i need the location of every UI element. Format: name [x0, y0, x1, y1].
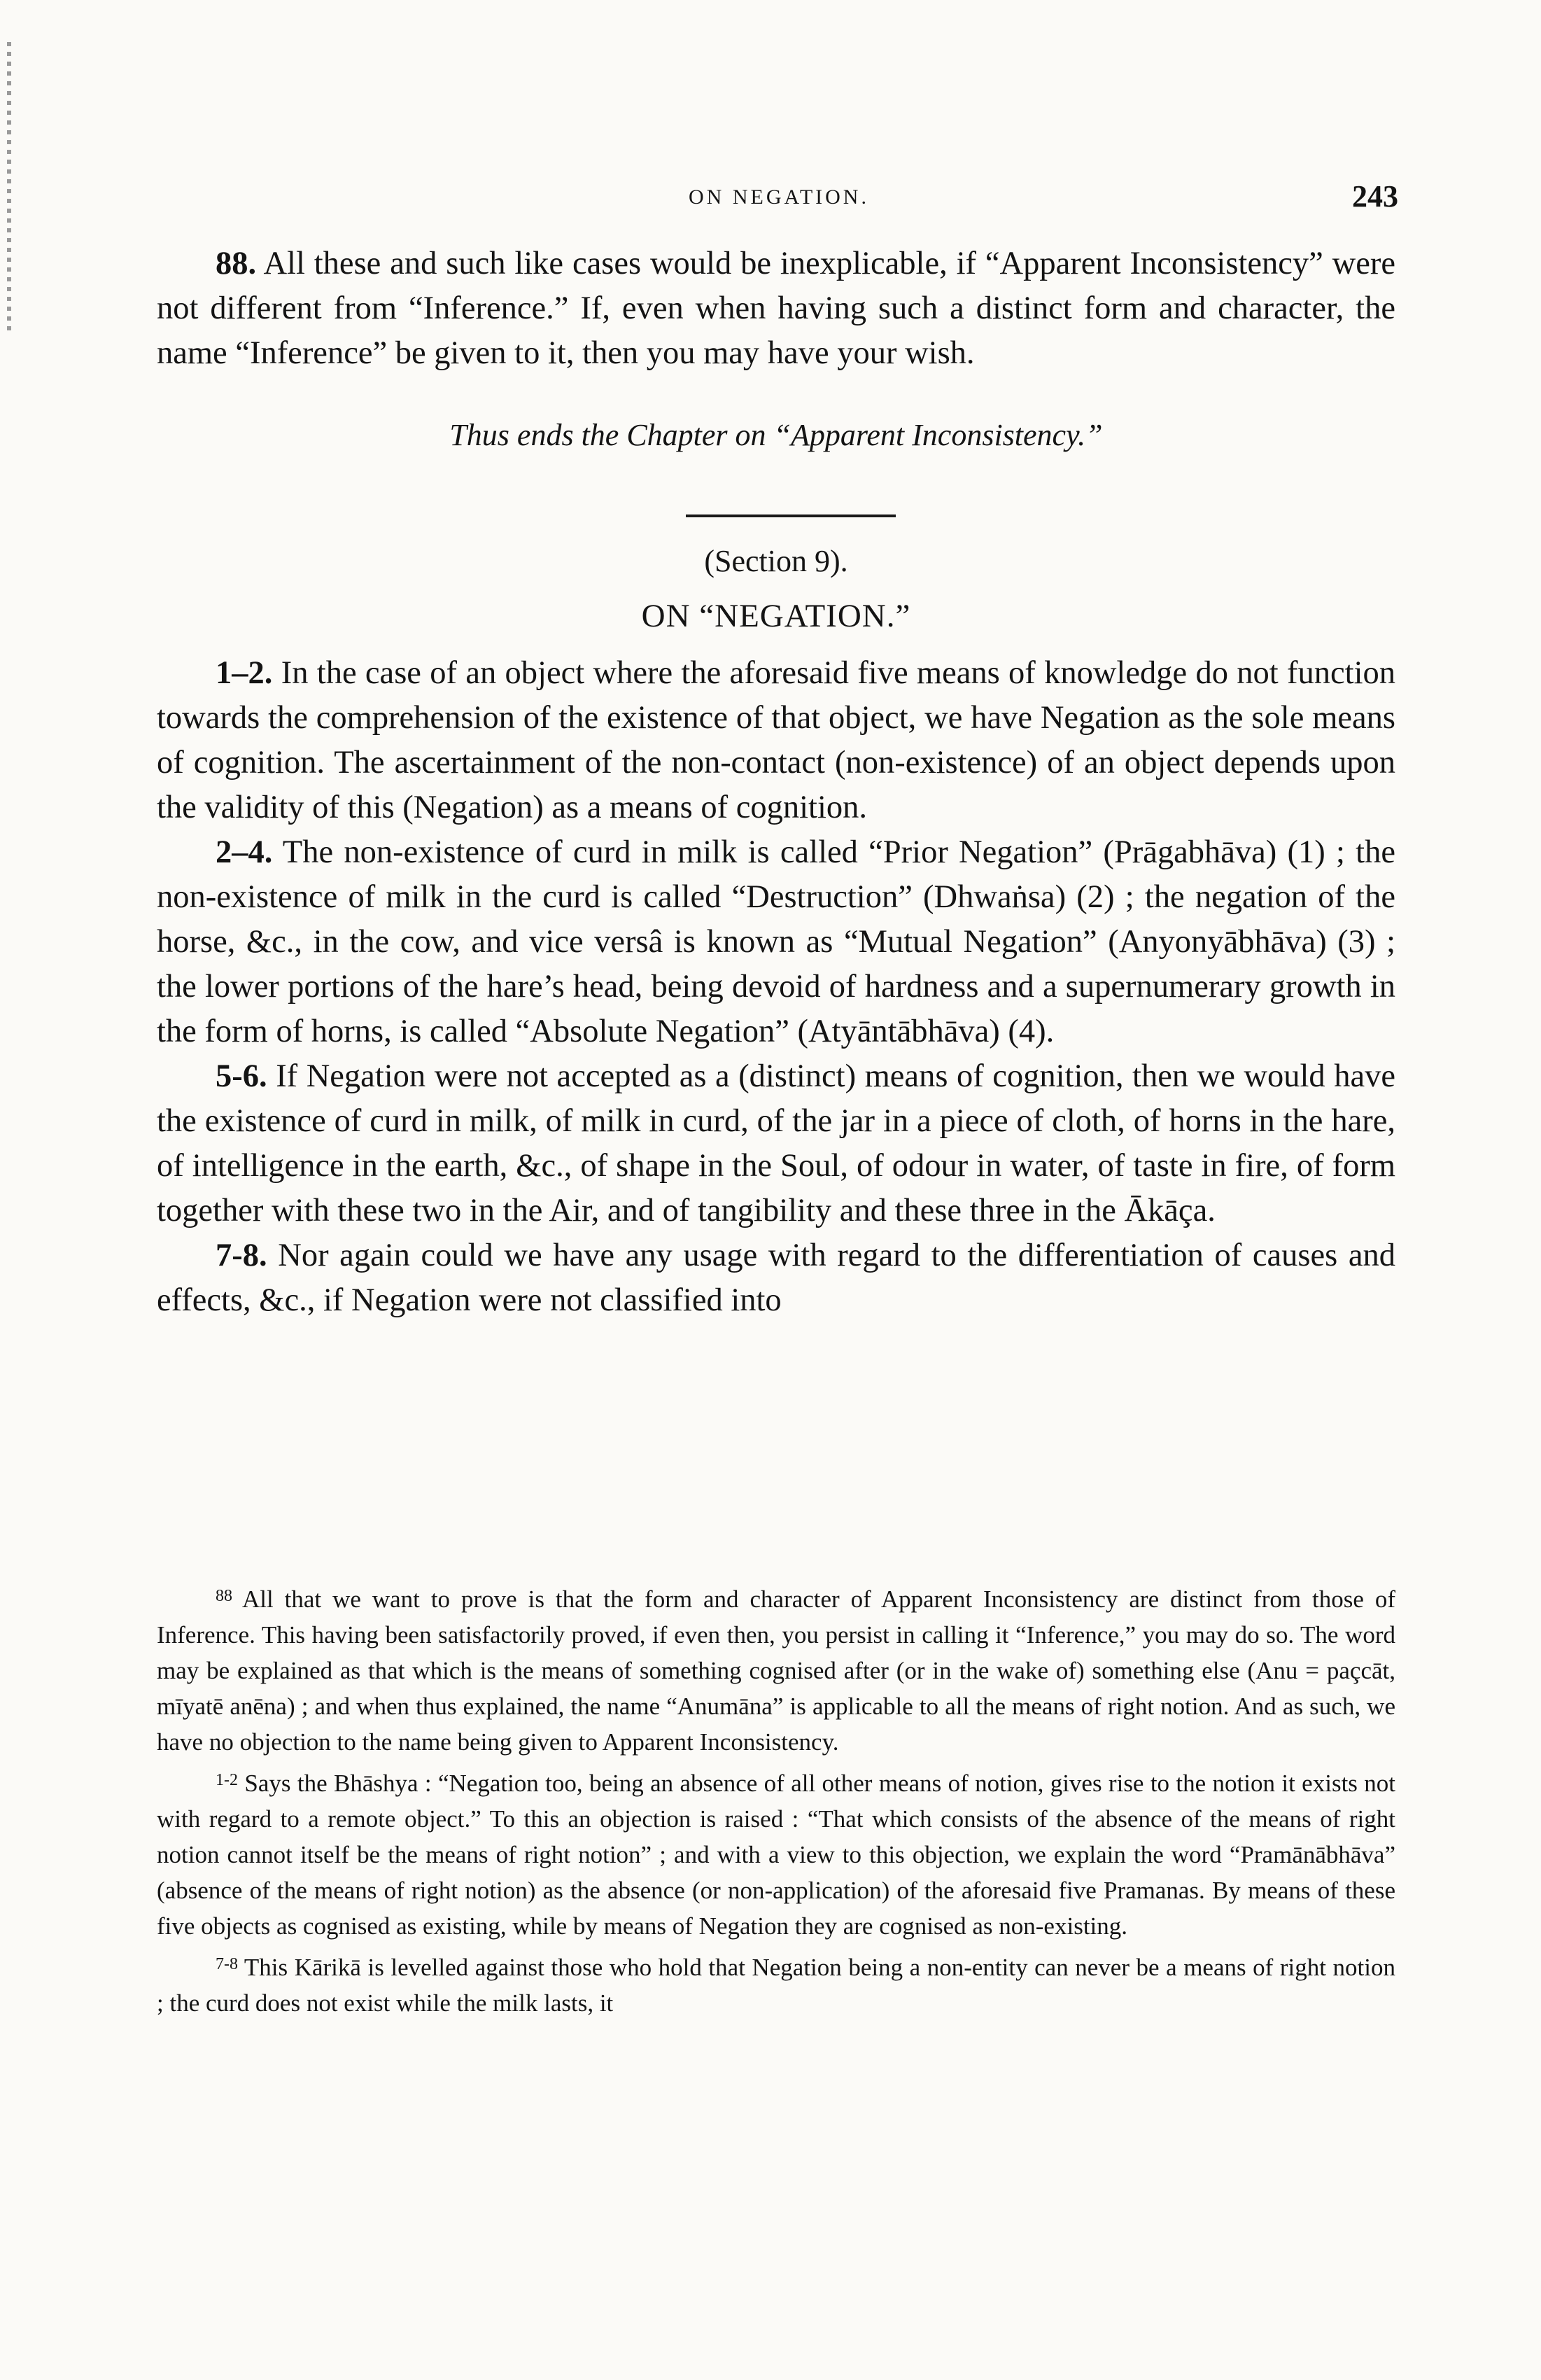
section-title: ON “NEGATION.”: [641, 598, 911, 634]
running-head: [160, 178, 1398, 220]
paragraph-number: 88.: [216, 246, 257, 281]
paragraph-1-2: [157, 651, 1395, 830]
paragraph-text: Nor again could we have any usage with regard to the differentiation of causes and effects, &c., if Negation were not classified into: [157, 1238, 1395, 1318]
main-text: [157, 651, 1395, 1323]
paragraph-text: All these and such like cases would be inexplicable, if “Apparent Inconsistency” were not different from “Inference.” If, even when having such a distinct form and character, the name “Inference” be given to it, then you may have your wish.: [157, 246, 1395, 371]
footnote-mark: 1-2: [216, 1771, 238, 1789]
paragraph-number: 5-6.: [216, 1058, 267, 1094]
footnote: [157, 1578, 1395, 1760]
paragraph-88: [157, 241, 1395, 376]
scan-edge-mark: [7, 42, 11, 336]
paragraph-text: In the case of an object where the aforesaid five means of knowledge do not function towards the comprehension of the existence of that object, we have Negation as the sole means of cognition. The ascertainment of the non-contact (non-existence) of an object depends upon the validity of this (Negation) as a means of cognition.: [157, 655, 1395, 825]
paragraph-7-8: [157, 1233, 1395, 1323]
paragraph-2-4: [157, 830, 1395, 1054]
footnote: [157, 1763, 1395, 1944]
paragraph-number: 2–4.: [216, 834, 273, 870]
footnote-text: All that we want to prove is that the form and character of Apparent Inconsistency are distinct from those of Inference. This having been satisfactorily proved, if even then, you persist in calling it “Inference,” you may do so. The word may be explained as that which is the means of something cognised after (or in the wake of) something else (Anu = paçcāt, mīyatē anēna) ; and when thus explained, the name “Anumāna” is applicable to all the means of right notion. And as such, we have no objection to the name being given to Apparent Inconsistency.: [157, 1586, 1395, 1756]
footnotes: [157, 1578, 1395, 2024]
section-label: (Section 9).: [704, 544, 848, 578]
page-number: 243: [1352, 179, 1398, 214]
footnote-mark: 88: [216, 1587, 232, 1605]
paragraph-text: If Negation were not accepted as a (distinct) means of cognition, then we would have the existence of curd in milk, of milk in curd, of the jar in a piece of cloth, of horns in the hare, of intelligence in the earth, &c., of shape in the Soul, of odour in water, of taste in fire, of form together with these two in the Air, and of tangibility and these three in the Ākāça.: [157, 1058, 1396, 1228]
paragraph-number: 1–2.: [216, 655, 273, 691]
paragraph-number: 7-8.: [216, 1238, 267, 1273]
footnote-text: Says the Bhāshya : “Negation too, being an absence of all other means of notion, gives rise to the notion it exists not with regard to a remote object.” To this an objection is raised : “That which consists of the absence of the means of right notion cannot itself be the means of right notion” ; and with a view to this objection, we explain the word “Pramānābhāva” (absence of the means of right notion) as the absence (or non-application) of the aforesaid five Pramanas. By means of these five objects as cognised as existing, while by means of Negation they are cognised as non-existing.: [157, 1770, 1396, 1940]
footnote: [157, 1947, 1395, 2021]
running-title: ON NEGATION.: [689, 186, 869, 209]
section-divider: [686, 514, 896, 517]
paragraph-text: The non-existence of curd in milk is called “Prior Negation” (Prāgabhāva) (1) ; the non-existence of milk in the curd is called “Destruction” (Dhwaṅsa) (2) ; the negation of the horse, &c., in the cow, and vice versâ is known as “Mutual Negation” (Anyonyābhāva) (3) ; the lower portions of the hare’s head, being devoid of hardness and a supernumerary growth in the form of horns, is called “Absolute Negation” (Atyāntābhāva) (4).: [157, 834, 1395, 1049]
paragraph-5-6: [157, 1054, 1395, 1233]
chapter-end-line: Thus ends the Chapter on “Apparent Inconsistency.”: [449, 418, 1103, 452]
footnote-text: This Kārikā is levelled against those who hold that Negation being a non-entity can never be a means of right notion ; the curd does not exist while the milk lasts, it: [157, 1954, 1395, 2017]
footnote-mark: 7-8: [216, 1955, 238, 1973]
